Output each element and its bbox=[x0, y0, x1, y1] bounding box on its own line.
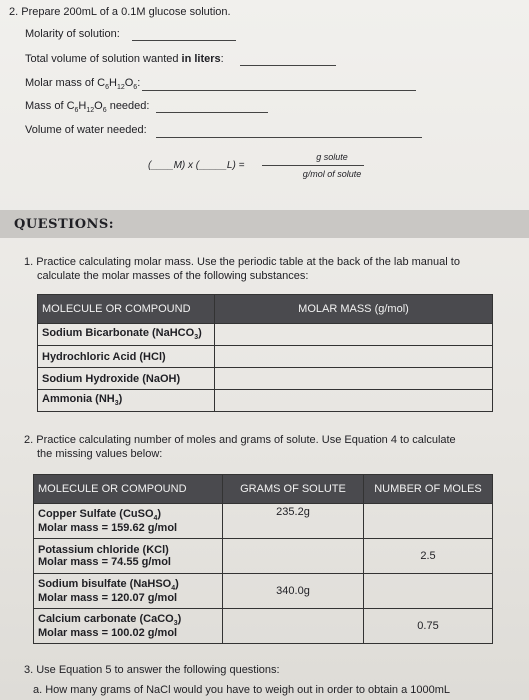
grams-cell[interactable] bbox=[223, 539, 364, 574]
volume-blank[interactable] bbox=[240, 65, 336, 66]
molar-mass-input-cell[interactable] bbox=[215, 346, 493, 368]
moles-cell[interactable] bbox=[364, 504, 493, 539]
molarity-blank[interactable] bbox=[132, 40, 236, 41]
q3-part-a: a. How many grams of NaCl would you have to weigh out in order to obtain a 1000mL bbox=[33, 684, 451, 696]
field-water-label: Volume of water needed: bbox=[25, 124, 147, 136]
moles-cell[interactable] bbox=[364, 574, 493, 609]
header-moles: NUMBER OF MOLES bbox=[364, 475, 493, 504]
grams-cell[interactable] bbox=[223, 609, 364, 644]
table-row bbox=[34, 504, 493, 539]
compound-cell: Sodium bisulfate (NaHSO$_4$) Molar mass = 120.07 g/mol bbox=[34, 574, 223, 609]
table-row bbox=[38, 346, 493, 368]
table-row bbox=[38, 368, 493, 390]
field-molarity-label: Molarity of solution: bbox=[25, 28, 120, 40]
formula-denominator: g/mol of solute bbox=[302, 169, 362, 179]
moles-table bbox=[33, 474, 493, 644]
grams-cell[interactable]: 340.0g bbox=[223, 574, 364, 609]
header-molar-mass: MOLAR MASS (g/mol) bbox=[215, 295, 493, 324]
compound-cell: Ammonia $(NH_3)$ bbox=[38, 390, 215, 412]
compound-cell bbox=[34, 539, 223, 574]
header-molecule: MOLECULE OR COMPOUND bbox=[38, 295, 215, 324]
q1-text bbox=[24, 255, 460, 283]
water-blank[interactable] bbox=[156, 137, 422, 138]
fraction-bar bbox=[262, 165, 364, 166]
questions-header: QUESTIONS: bbox=[14, 217, 115, 232]
compound-cell: Hydrochloric Acid (HCl) bbox=[38, 346, 215, 368]
field-molar-mass-label: Molar mass of $C_6H_{12}O_6$: bbox=[25, 77, 141, 92]
molar-mass-note: Molar mass = 159.62 g/mol bbox=[38, 522, 178, 535]
formula-numerator: g solute bbox=[316, 152, 348, 162]
molar-mass-input-cell[interactable] bbox=[215, 368, 493, 390]
q3-title: 3. Use Equation 5 to answer the following questions: bbox=[24, 664, 280, 676]
compound-cell: Sodium Hydroxide (NaOH) bbox=[38, 368, 215, 390]
q1-line1: 1. Practice calculating molar mass. Use the periodic table at the back of the lab manual to bbox=[24, 256, 460, 268]
table-row bbox=[38, 324, 493, 346]
q2b-line1: 2. Practice calculating number of moles and grams of solute. Use Equation 4 to calculate bbox=[24, 434, 456, 446]
molar-mass-blank[interactable] bbox=[142, 90, 416, 91]
molar-mass-note: Molar mass = 120.07 g/mol bbox=[38, 592, 178, 605]
moles-cell[interactable]: 2.5 bbox=[364, 539, 493, 574]
molar-mass-table bbox=[37, 294, 493, 412]
q2b-line2: the missing values below: bbox=[37, 448, 163, 460]
molar-mass-input-cell[interactable] bbox=[215, 324, 493, 346]
compound-cell: Copper Sulfate (CuSO$_4$) Molar mass = 159.62 g/mol bbox=[34, 504, 223, 539]
grams-cell[interactable]: 235.2g bbox=[223, 504, 364, 539]
molar-mass-note: Molar mass = 100.02 g/mol bbox=[38, 627, 178, 640]
q2-title: 2. Prepare 200mL of a 0.1M glucose solution. bbox=[9, 6, 231, 18]
molar-mass-note: Molar mass = 74.55 g/mol bbox=[38, 556, 171, 568]
q2b-text bbox=[24, 433, 456, 461]
molar-mass-input-cell[interactable] bbox=[215, 390, 493, 412]
table-row bbox=[38, 390, 493, 412]
moles-cell[interactable]: 0.75 bbox=[364, 609, 493, 644]
compound-cell: Sodium Bicarbonate (NaHCO$_3$) bbox=[38, 324, 215, 346]
table-row bbox=[34, 609, 493, 644]
formula-left: (____M) x (_____L) = bbox=[148, 160, 245, 171]
field-volume-label: Total volume of solution wanted in liters: bbox=[25, 53, 224, 65]
compound-name: Potassium chloride (KCl) bbox=[38, 544, 169, 556]
header-molecule: MOLECULE OR COMPOUND bbox=[34, 475, 223, 504]
compound-cell: Calcium carbonate (CaCO$_3$) Molar mass = 100.02 g/mol bbox=[34, 609, 223, 644]
header-grams: GRAMS OF SOLUTE bbox=[223, 475, 364, 504]
mass-blank[interactable] bbox=[156, 112, 268, 113]
table-row bbox=[34, 574, 493, 609]
q1-line2: calculate the molar masses of the following substances: bbox=[37, 270, 309, 282]
questions-header-bar bbox=[0, 210, 529, 238]
field-mass-label: Mass of $C_6H_{12}O_6$ needed: bbox=[25, 100, 150, 115]
table-row bbox=[34, 539, 493, 574]
